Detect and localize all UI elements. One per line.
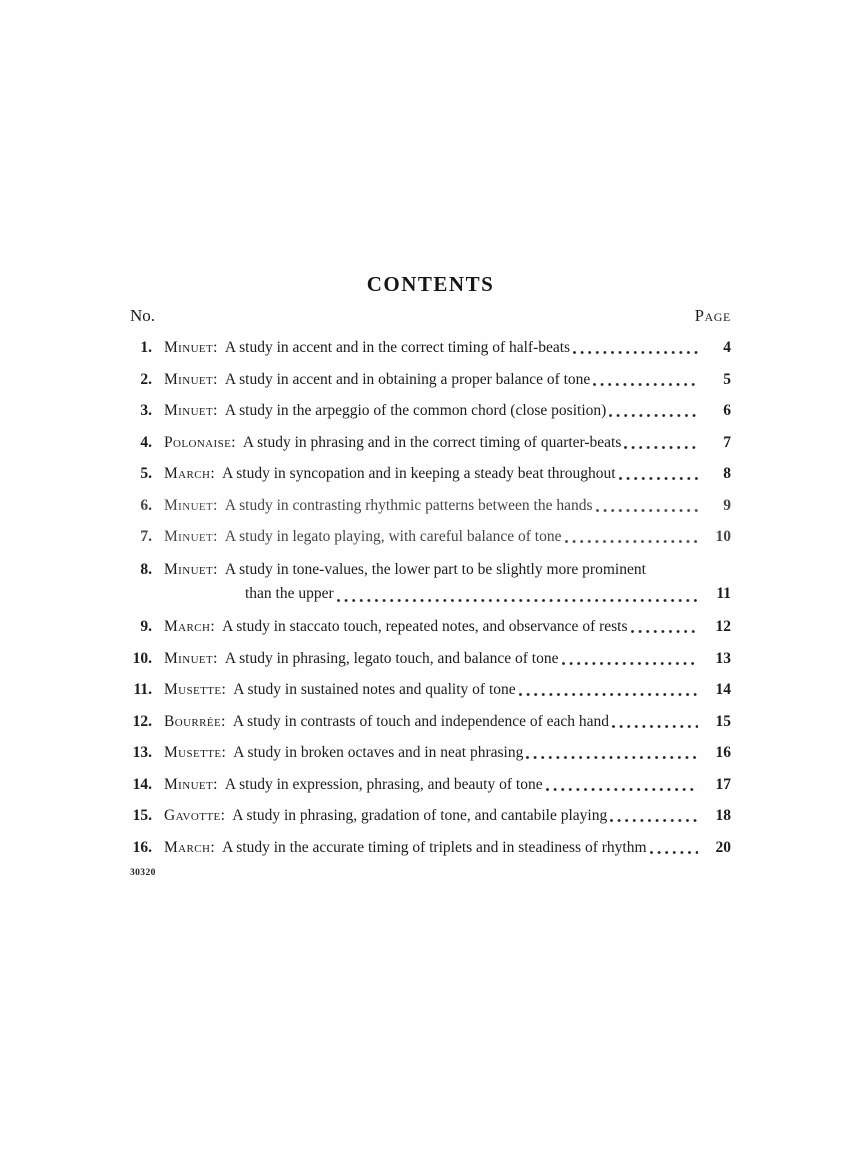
entry-page-number: 10: [715, 528, 731, 545]
dot-leader: [619, 476, 698, 481]
entry-description: A study in phrasing, legato touch, and balance of tone: [224, 649, 559, 667]
dot-leader: [526, 755, 698, 760]
entry-description: A study in expression, phrasing, and beauty of tone: [224, 775, 543, 793]
entry-number: 15.: [132, 807, 152, 824]
entry-description: A study in syncopation and in keeping a steady beat throughout: [222, 465, 616, 482]
number-column-header: No.: [130, 306, 156, 325]
entry-text: [164, 463, 616, 484]
entry-number: 16.: [132, 838, 152, 856]
toc-entry: [130, 526, 731, 547]
entry-text: [164, 742, 523, 763]
toc-entry: [130, 774, 731, 795]
entry-description: A study in legato playing, with careful balance of tone: [224, 528, 562, 545]
entry-text: [164, 400, 606, 421]
entry-number: 5.: [140, 465, 152, 482]
dot-leader: [624, 445, 698, 450]
entry-number: 9.: [140, 618, 152, 635]
entry-description: A study in accent and in obtaining a proper balance of tone: [224, 370, 591, 388]
entry-text: [164, 711, 609, 732]
page-title: CONTENTS: [366, 272, 495, 296]
entry-description: A study in tone-values, the lower part to be slightly more prominent: [224, 560, 646, 578]
entry-page-number: 13: [715, 649, 731, 667]
dot-leader: [573, 350, 698, 355]
entry-number: 11.: [133, 681, 152, 698]
entry-text: [164, 679, 516, 700]
entry-genre: March:: [164, 618, 216, 635]
toc-entry-line: [130, 616, 731, 637]
entry-text: [164, 648, 559, 669]
toc-entry-line: [130, 463, 731, 484]
toc-entry-line: [130, 337, 731, 358]
dot-leader: [546, 787, 698, 792]
toc-entry-line: [130, 742, 731, 763]
toc-entry-line: [130, 558, 731, 582]
toc-entry-line: [130, 648, 731, 669]
dot-leader: [337, 598, 698, 603]
entry-genre: Musette:: [164, 681, 227, 698]
entry-number: 4.: [140, 433, 152, 451]
toc-entry-line: [130, 774, 731, 795]
entry-text: [164, 558, 646, 582]
entry-page-number: 17: [715, 775, 731, 793]
dot-leader: [650, 850, 698, 855]
dot-leader: [565, 539, 699, 544]
entry-page-number: 9: [723, 496, 731, 514]
toc-entry-line: [130, 369, 731, 390]
entry-description: A study in contrasts of touch and independence of each hand: [232, 712, 610, 730]
entry-number: 8.: [140, 560, 152, 578]
entry-genre: Minuet:: [164, 370, 218, 388]
toc-entry: [130, 711, 731, 732]
entry-number: 2.: [140, 370, 152, 388]
entry-page-number: 5: [723, 370, 731, 388]
toc-entry: [130, 679, 731, 700]
entry-genre: Minuet:: [164, 528, 218, 545]
entry-number: 7.: [140, 528, 152, 545]
toc-entry-line: [130, 679, 731, 700]
entry-genre: Gavotte:: [164, 807, 226, 824]
entry-number: 1.: [140, 339, 152, 356]
entry-description: A study in accent and in the correct timing of half-beats: [224, 339, 571, 356]
toc-entry: [130, 558, 731, 606]
toc-entry: [130, 805, 731, 826]
toc-entry-line: [130, 526, 731, 547]
entry-genre: March:: [164, 838, 216, 856]
entry-text: [164, 805, 607, 826]
entry-genre: Minuet:: [164, 402, 218, 419]
plate-number: 30320: [130, 868, 156, 878]
toc-entry: [130, 495, 731, 516]
column-headers: [130, 306, 731, 326]
entry-description-continued: than the upper: [245, 584, 334, 602]
entry-genre: Minuet:: [164, 649, 218, 667]
entry-genre: Minuet:: [164, 560, 218, 578]
entry-number: 10.: [132, 649, 152, 667]
entry-number: 13.: [132, 744, 152, 761]
entry-genre: Polonaise:: [164, 433, 236, 451]
entry-number: 12.: [132, 712, 152, 730]
toc-entry-line: [130, 495, 731, 516]
entry-genre: Minuet:: [164, 339, 218, 356]
toc-entry: [130, 742, 731, 763]
entry-number: 3.: [140, 402, 152, 419]
entry-description: A study in phrasing and in the correct timing of quarter-beats: [242, 433, 622, 451]
toc-entry-line: [130, 837, 731, 858]
toc-entry-line: [130, 805, 731, 826]
entry-text: [164, 432, 621, 453]
entry-genre: Minuet:: [164, 775, 218, 793]
dot-leader: [562, 661, 699, 666]
dot-leader: [610, 818, 698, 823]
toc-entry: [130, 337, 731, 358]
entry-page-number: 20: [715, 838, 731, 856]
entry-description: A study in the accurate timing of triplets and in steadiness of rhythm: [222, 838, 647, 856]
entry-description: A study in the arpeggio of the common chord (close position): [224, 402, 607, 419]
toc-entry-continuation-line: [130, 582, 731, 606]
dot-leader: [612, 724, 698, 729]
entry-page-number: 14: [715, 681, 731, 698]
dot-leader: [631, 629, 698, 634]
entry-page-number: 18: [715, 807, 731, 824]
entry-description: A study in phrasing, gradation of tone, and cantabile playing: [232, 807, 608, 824]
page-column-header: Page: [694, 306, 731, 325]
entry-page-number: 15: [715, 712, 731, 730]
dot-leader: [519, 692, 698, 697]
entry-text: [164, 369, 590, 390]
entry-text: [164, 837, 647, 858]
toc-entry: [130, 837, 731, 858]
entry-description: A study in contrasting rhythmic patterns between the hands: [224, 496, 593, 514]
entry-page-number: 7: [723, 433, 731, 451]
contents-section: [130, 0, 731, 878]
entry-genre: Bourrée:: [164, 712, 226, 730]
toc-entry-line: [130, 432, 731, 453]
entry-description: A study in broken octaves and in neat phrasing: [233, 744, 524, 761]
toc-entry: [130, 463, 731, 484]
entry-genre: March:: [164, 465, 216, 482]
dot-leader: [596, 508, 698, 513]
toc-entry-line: [130, 400, 731, 421]
entry-page-number: 8: [723, 465, 731, 482]
toc-list: [130, 337, 731, 858]
entry-text: [164, 774, 543, 795]
entry-text: [164, 616, 628, 637]
toc-entry-line: [130, 711, 731, 732]
entry-page-number: 4: [723, 339, 731, 356]
entry-page-number: 6: [723, 402, 731, 419]
entry-description: A study in sustained notes and quality of tone: [233, 681, 516, 698]
dot-leader: [593, 382, 698, 387]
toc-entry: [130, 616, 731, 637]
entry-genre: Musette:: [164, 744, 227, 761]
entry-number: 6.: [140, 496, 152, 514]
entry-page-number: 12: [715, 618, 731, 635]
toc-entry: [130, 369, 731, 390]
entry-page-number: 11: [716, 584, 731, 602]
toc-entry: [130, 648, 731, 669]
entry-description: A study in staccato touch, repeated notes, and observance of rests: [222, 618, 628, 635]
entry-genre: Minuet:: [164, 496, 218, 514]
dot-leader: [609, 413, 698, 418]
entry-number: 14.: [132, 775, 152, 793]
entry-text: [164, 495, 593, 516]
entry-text: [164, 337, 570, 358]
toc-entry: [130, 400, 731, 421]
entry-text: [164, 526, 562, 547]
toc-entry: [130, 432, 731, 453]
entry-page-number: 16: [715, 744, 731, 761]
